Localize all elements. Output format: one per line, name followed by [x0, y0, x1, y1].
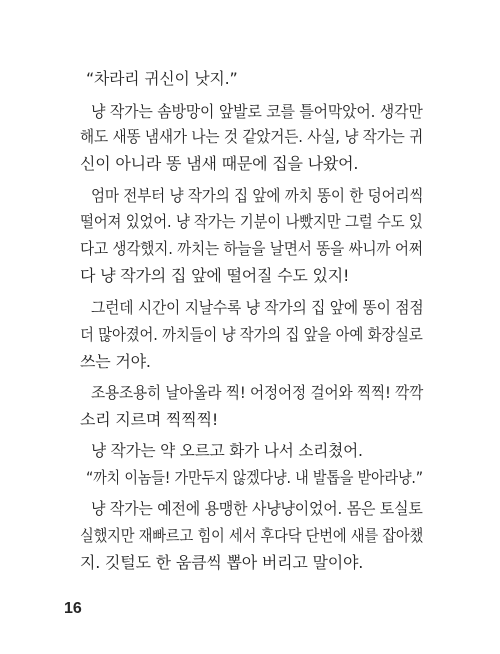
text-line: 실했지만 재빠르고 힘이 세서 후다닥 단번에 새를 잡아챘: [80, 526, 424, 545]
text-line: 조용조용히 날아올라 찍! 어정어정 걸어와 찍찍! 깍깍: [91, 383, 424, 402]
text-line: 그런데 시간이 지날수록 냥 작가의 집 앞에 똥이 점점: [91, 298, 424, 317]
text-line: 떨어져 있었어. 냥 작가는 기분이 나빴지만 그럴 수도 있: [80, 212, 423, 231]
text-line: 신이 아니라 똥 냄새 때문에 집을 나왔어.: [80, 154, 359, 173]
text-line: “까치 이놈들! 가만두지 않겠다냥. 내 발톱을 받아라냥.”: [86, 468, 423, 487]
text-line: 냥 작가는 예전에 용맹한 사냥냥이었어. 몸은 토실토: [91, 499, 423, 518]
text-line: 엄마 전부터 냥 작가의 집 앞에 까치 똥이 한 덩어리씩: [91, 186, 424, 205]
text-line: 냥 작가는 약 오르고 화가 나서 소리쳤어.: [91, 441, 363, 460]
text-line: “차라리 귀신이 낫지.”: [86, 69, 238, 88]
text-line: 더 많아졌어. 까치들이 냥 작가의 집 앞을 아예 화장실로: [80, 325, 423, 344]
page-number: 16: [64, 600, 82, 617]
text-line: 다 냥 작가의 집 앞에 떨어질 수도 있지!: [80, 266, 350, 285]
text-line: 지. 깃털도 한 움큼씩 뽑아 버리고 말이야.: [80, 553, 364, 572]
text-line: 쓰는 거야.: [80, 352, 151, 371]
text-line: 소리 지르며 찍찍찍!: [80, 410, 219, 429]
text-line: 해도 새똥 냄새가 나는 것 같았거든. 사실, 냥 작가는 귀: [80, 127, 424, 146]
text-line: 다고 생각했지. 까치는 하늘을 날면서 똥을 싸니까 어쩌: [80, 239, 423, 258]
text-line: 냥 작가는 솜방망이 앞발로 코를 틀어막았어. 생각만: [91, 102, 423, 121]
